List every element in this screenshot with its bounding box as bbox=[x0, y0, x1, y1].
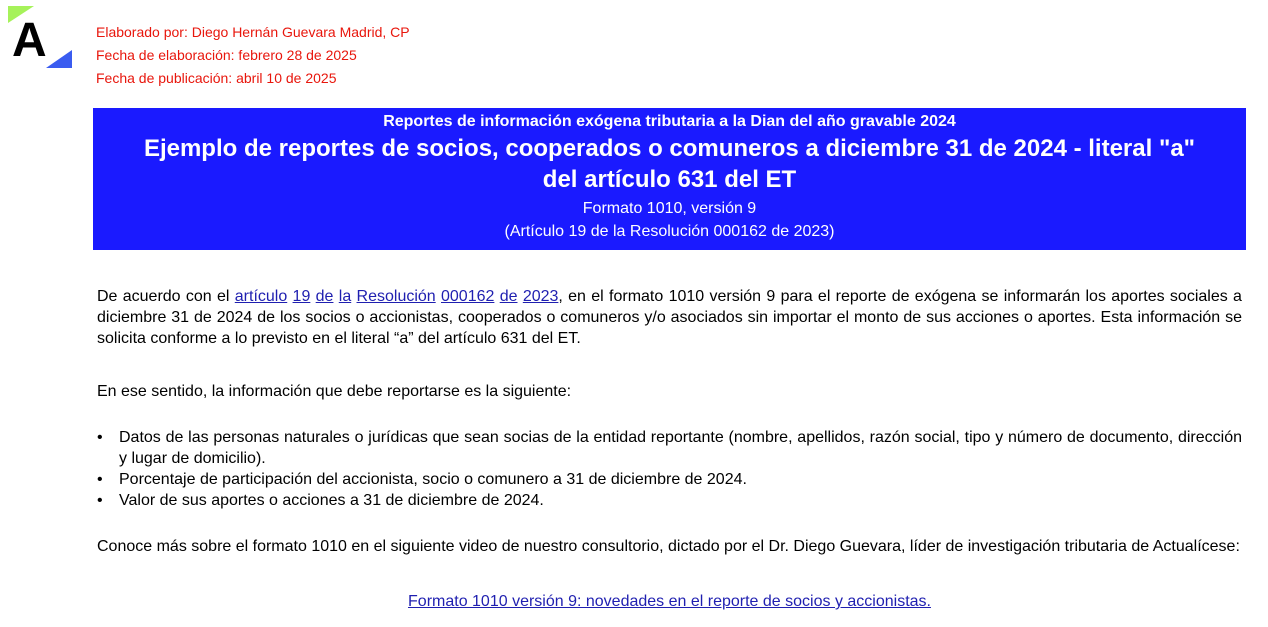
link-de[interactable]: de bbox=[315, 288, 334, 305]
list-item-text: Porcentaje de participación del accionista, socio o comunero a 31 de diciembre de 2024. bbox=[119, 471, 747, 488]
link-000162[interactable]: 000162 bbox=[441, 288, 495, 305]
actualicese-logo[interactable] bbox=[8, 6, 72, 70]
bullet-icon: • bbox=[97, 492, 103, 509]
video-link-container bbox=[0, 593, 1268, 611]
logo-blue-corner bbox=[46, 50, 72, 68]
bullet-icon: • bbox=[97, 471, 103, 488]
requirements-list bbox=[97, 427, 1242, 511]
list-item bbox=[97, 427, 1242, 469]
video-link[interactable]: Formato 1010 versión 9: novedades en el reporte de socios y accionistas. bbox=[408, 593, 931, 610]
closing-paragraph: Conoce más sobre el formato 1010 en el siguiente video de nuestro consultorio, dictado por el Dr. Diego Guevara, líder de investigación tributaria de Actualícese: bbox=[97, 538, 1240, 555]
lead-paragraph: En ese sentido, la información que debe reportarse es la siguiente: bbox=[97, 383, 572, 400]
logo-mark-icon bbox=[8, 6, 72, 70]
link-articulo[interactable]: artículo bbox=[234, 288, 288, 305]
logo-letter: A bbox=[12, 14, 47, 67]
link-resolucion[interactable]: Resolución bbox=[356, 288, 436, 305]
title-banner bbox=[93, 108, 1246, 250]
page-title-line-1: Ejemplo de reportes de socios, cooperados o comuneros a diciembre 31 de 2024 - literal "a" bbox=[143, 135, 1196, 162]
intro-prefix: De acuerdo con el bbox=[97, 288, 235, 305]
author-line: Elaborado por: Diego Hernán Guevara Madrid, CP bbox=[96, 24, 410, 40]
link-la[interactable]: la bbox=[338, 288, 352, 305]
created-date-line: Fecha de elaboración: febrero 28 de 2025 bbox=[96, 47, 357, 63]
link-19[interactable]: 19 bbox=[292, 288, 311, 305]
link-2023[interactable]: 2023 bbox=[522, 288, 559, 305]
list-item-text: Valor de sus aportes o acciones a 31 de diciembre de 2024. bbox=[119, 492, 544, 509]
link-de-2[interactable]: de bbox=[499, 288, 518, 305]
list-item-text: Datos de las personas naturales o jurídicas que sean socias de la entidad reportante (nombre, apellidos, razón social, tipo y número de documento, dirección y lugar de domicilio). bbox=[119, 429, 1242, 467]
intro-paragraph bbox=[97, 286, 1242, 349]
list-item bbox=[97, 490, 1242, 511]
banner-kicker: Reportes de información exógena tributaria a la Dian del año gravable 2024 bbox=[383, 113, 956, 130]
page-title bbox=[93, 133, 1246, 195]
article-meta bbox=[96, 21, 410, 90]
page-title-line-2: del artículo 631 del ET bbox=[542, 166, 797, 193]
list-item bbox=[97, 469, 1242, 490]
intro-suffix: , en el formato 1010 versión 9 para el reporte de exógena se informarán los aportes sociales a diciembre 31 de 2024 de los socios o accionistas, cooperados o comuneros y/o asociados sin importar el monto de sus acciones o aportes. Esta información se solicita conforme a lo previsto en el literal “a” del artículo 631 del ET. bbox=[97, 288, 1242, 347]
banner-subtitle-1: Formato 1010, versión 9 bbox=[582, 200, 757, 217]
article-body bbox=[97, 286, 1242, 557]
banner-subtitle-2: (Artículo 19 de la Resolución 000162 de 2023) bbox=[504, 223, 835, 240]
published-date-line: Fecha de publicación: abril 10 de 2025 bbox=[96, 70, 337, 86]
bullet-icon: • bbox=[97, 429, 103, 446]
